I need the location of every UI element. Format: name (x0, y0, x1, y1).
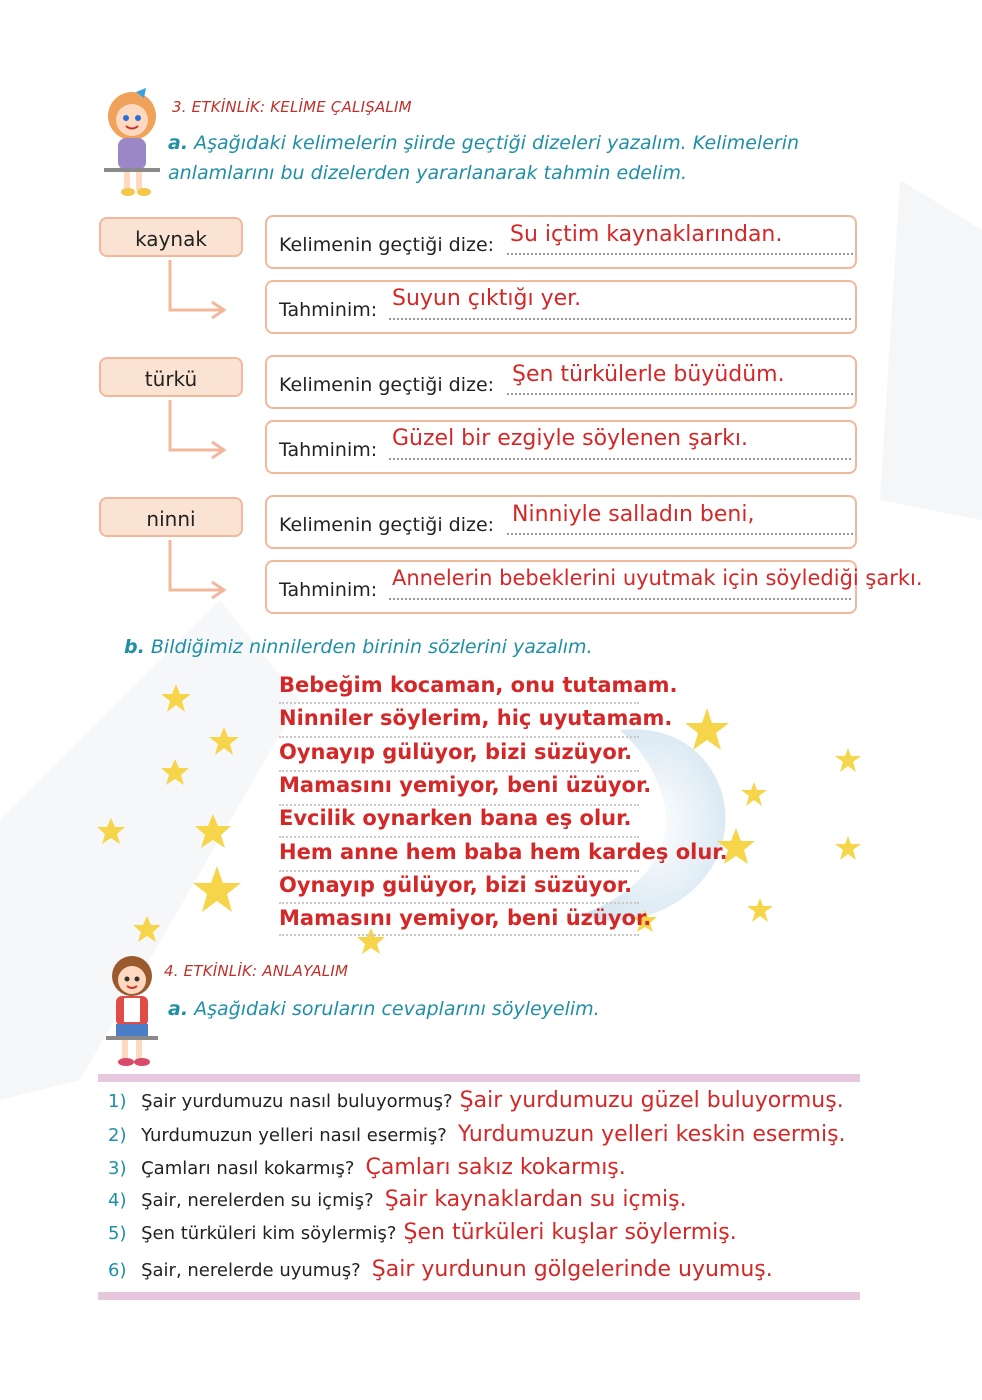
star-icon (740, 780, 768, 808)
arrow-icon (166, 258, 230, 322)
poem-line: Bebeğim kocaman, onu tutamam. (279, 673, 678, 697)
line-label: Kelimenin geçtiği dize: (279, 514, 495, 536)
question-text: Şair yurdumuzu nasıl buluyormuş? (141, 1091, 453, 1112)
star-icon (834, 834, 862, 862)
star-icon (746, 896, 774, 924)
question-text: Çamları nasıl kokarmış? (141, 1158, 355, 1179)
star-icon (132, 914, 162, 944)
activity4-title: 4. ETKİNLİK: ANLAYALIM (164, 962, 349, 980)
line-answer-text: Şen türkülerle büyüdüm. (512, 362, 785, 387)
question-answer: Şair kaynaklardan su içmiş. (384, 1187, 687, 1212)
question-answer: Şen türküleri kuşlar söylermiş. (403, 1220, 737, 1245)
poem-line: Evcilik oynarken bana eş olur. (279, 806, 632, 830)
star-icon (96, 816, 126, 846)
guess-label: Tahminim: (279, 579, 378, 601)
star-icon (192, 864, 242, 914)
question-text: Şair, nerelerde uyumuş? (141, 1260, 361, 1281)
question-text: Şen türküleri kim söylermiş? (141, 1223, 397, 1244)
question-row (108, 1257, 773, 1289)
poem-line: Mamasını yemiyor, beni üzüyor. (279, 773, 652, 797)
star-icon (160, 682, 192, 714)
line-label: Kelimenin geçtiği dize: (279, 234, 495, 256)
star-icon (684, 706, 730, 752)
poem-line: Oynayıp gülüyor, bizi süzüyor. (279, 873, 633, 897)
question-number: 5) (108, 1223, 127, 1244)
guess-label: Tahminim: (279, 299, 378, 321)
guess-answer-text: Güzel bir ezgiyle söylenen şarkı. (392, 426, 748, 451)
question-answer: Yurdumuzun yelleri keskin esermiş. (457, 1122, 846, 1147)
star-icon (834, 746, 862, 774)
activity4-part-a-letter: a. (168, 998, 189, 1020)
star-icon (160, 757, 190, 787)
star-icon (194, 812, 232, 850)
question-row (108, 1122, 846, 1154)
girl2-avatar-icon (100, 952, 164, 1072)
poem-line: Oynayıp gülüyor, bizi süzüyor. (279, 740, 633, 764)
question-answer: Şair yurdumuzu güzel buluyormuş. (459, 1088, 844, 1113)
activity3-part-b-letter: b. (124, 636, 145, 658)
guess-answer-text: Annelerin bebeklerini uyutmak için söylediği şarkı. (392, 566, 923, 590)
guess-answer-text: Suyun çıktığı yer. (392, 286, 582, 311)
line-answer-text: Su içtim kaynaklarından. (510, 222, 783, 247)
activity4-instruction (168, 994, 600, 1024)
question-row (108, 1155, 626, 1187)
activity3-part-b (124, 632, 593, 662)
activity3-instruction-line2: anlamlarını bu dizelerden yararlanarak tahmin edelim. (168, 162, 688, 184)
line-answer-text: Ninniyle salladın beni, (512, 502, 755, 527)
question-number: 2) (108, 1125, 127, 1146)
arrow-icon (166, 538, 230, 602)
word-box-kaynak: kaynak (99, 217, 243, 257)
activity3-part-a-letter: a. (168, 132, 189, 154)
line-label: Kelimenin geçtiği dize: (279, 374, 495, 396)
activity3-part-b-text: Bildiğimiz ninnilerden birinin sözlerini yazalım. (150, 636, 593, 658)
activity3-instruction (168, 128, 860, 188)
question-text: Şair, nerelerden su içmiş? (141, 1190, 374, 1211)
guess-label: Tahminim: (279, 439, 378, 461)
star-icon (208, 725, 240, 757)
question-number: 1) (108, 1091, 127, 1112)
bottom-divider-bar (98, 1292, 860, 1300)
star-icon (356, 926, 386, 956)
activity4-instruction-text: Aşağıdaki soruların cevaplarını söyleyelim. (194, 998, 600, 1020)
question-row (108, 1088, 844, 1120)
question-number: 3) (108, 1158, 127, 1179)
question-number: 6) (108, 1260, 127, 1281)
arrow-icon (166, 398, 230, 462)
question-text: Yurdumuzun yelleri nasıl esermiş? (141, 1125, 447, 1146)
poem-line: Ninniler söylerim, hiç uyutamam. (279, 706, 673, 730)
question-answer: Şair yurdunun gölgelerinde uyumuş. (371, 1257, 773, 1282)
question-row (108, 1187, 687, 1219)
activity3-title: 3. ETKİNLİK: KELİME ÇALIŞALIM (172, 98, 412, 116)
top-divider-bar (98, 1074, 860, 1082)
activity3-instruction-line1: Aşağıdaki kelimelerin şiirde geçtiği dizeleri yazalım. Kelimelerin (194, 132, 800, 154)
girl-avatar-icon (100, 88, 166, 198)
question-row (108, 1220, 737, 1252)
poem-line: Hem anne hem baba hem kardeş olur. (279, 840, 728, 864)
question-answer: Çamları sakız kokarmış. (365, 1155, 626, 1180)
poem-line: Mamasını yemiyor, beni üzüyor. (279, 906, 652, 930)
word-box-ninni: ninni (99, 497, 243, 537)
word-box-turku: türkü (99, 357, 243, 397)
question-number: 4) (108, 1190, 127, 1211)
